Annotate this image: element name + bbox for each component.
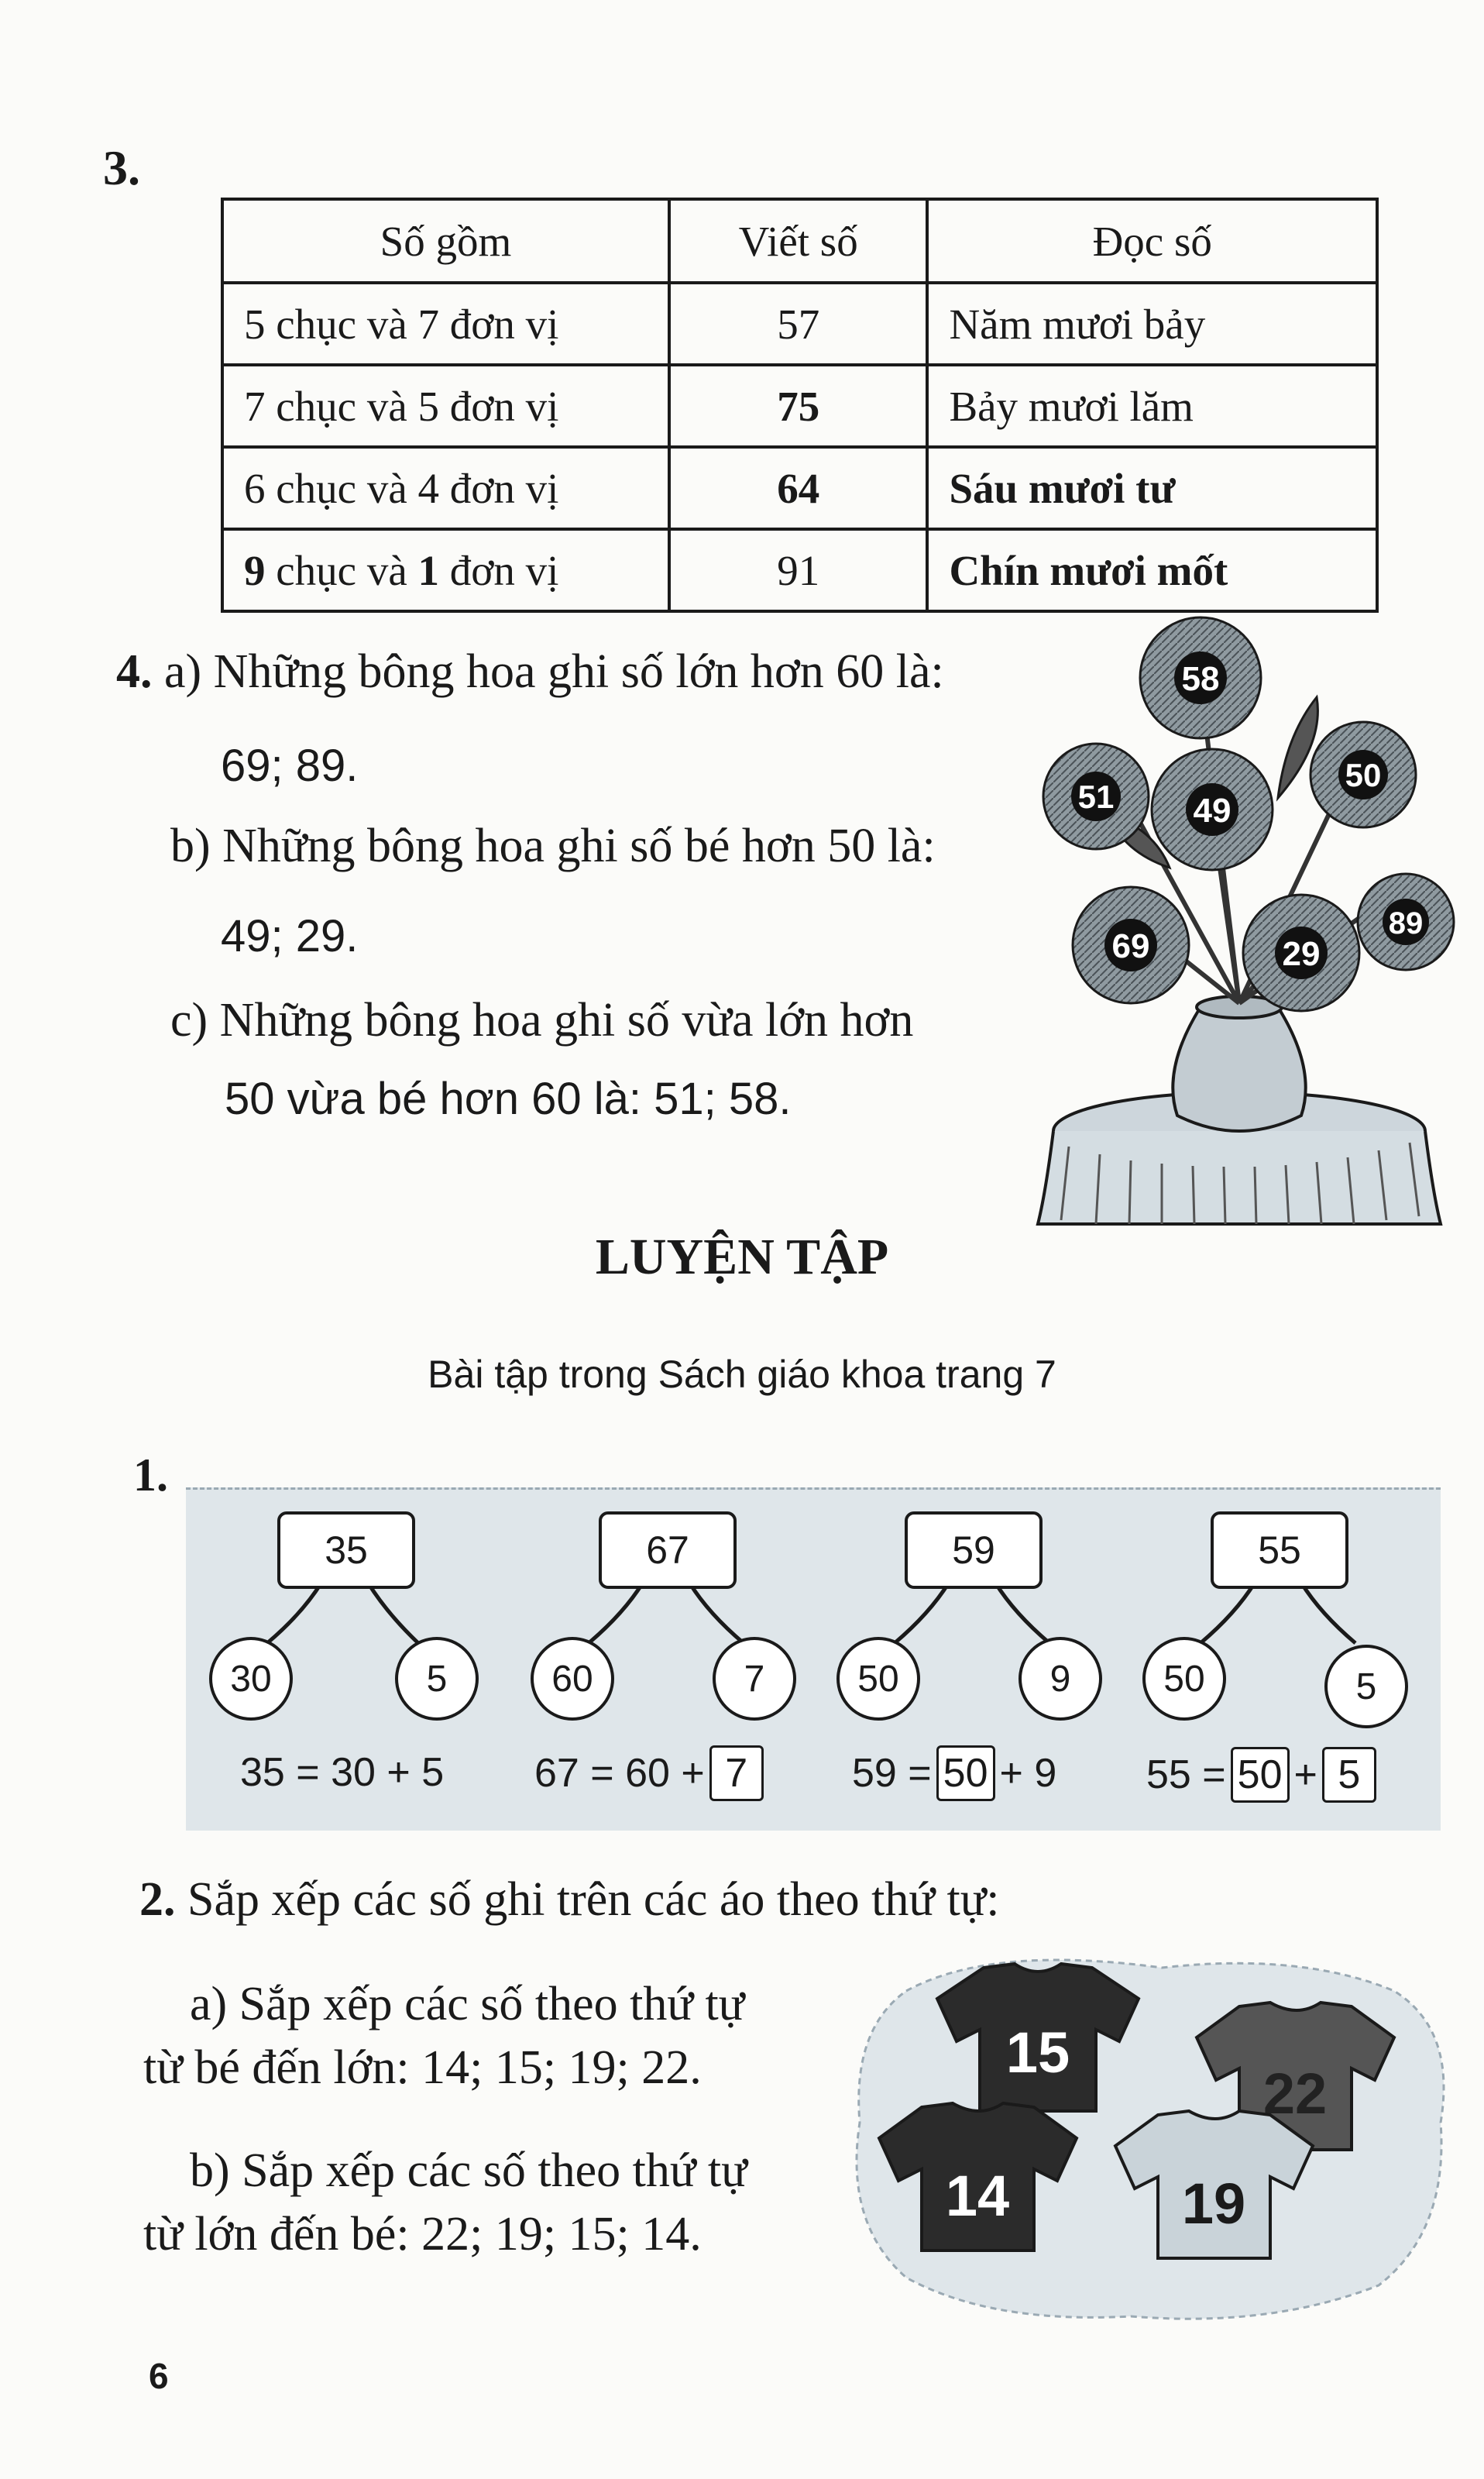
cell-composition: 6 chục và 4 đơn vị	[222, 447, 669, 529]
exercise-2-number: 2.	[139, 1873, 176, 1926]
answer-box: 5	[1322, 1747, 1376, 1803]
number-table	[221, 198, 1379, 613]
table-row	[222, 283, 1377, 365]
cell-written: 64	[669, 447, 927, 529]
answer-box: 50	[1231, 1747, 1290, 1803]
equation	[1146, 1747, 1381, 1803]
flower-58-label: 58	[1181, 660, 1220, 698]
vase	[1173, 1007, 1305, 1131]
units-circle: 5	[1324, 1645, 1408, 1728]
header-written: Viết số	[669, 199, 927, 283]
equation-left: 67 = 60 +	[534, 1751, 705, 1796]
header-composition: Số gồm	[222, 199, 669, 283]
flower-58	[1140, 617, 1261, 738]
shirt-15-number: 15	[1005, 2020, 1070, 2085]
cell-reading: Bảy mươi lăm	[927, 365, 1377, 447]
units-circle: 9	[1019, 1637, 1102, 1721]
exercise-4a-answer: 69; 89.	[221, 741, 359, 791]
cell-reading: Chín mươi mốt	[927, 529, 1377, 611]
flower-89-label: 89	[1388, 906, 1424, 940]
units-circle: 7	[713, 1637, 796, 1721]
equation: 35 = 30 + 5	[240, 1750, 445, 1795]
cell-reading: Năm mươi bảy	[927, 283, 1377, 365]
flower-50	[1311, 722, 1416, 827]
tens-circle: 30	[209, 1637, 293, 1721]
exercise-2a-line-1: a) Sắp xếp các số theo thứ tự	[190, 1978, 745, 2030]
units-digit: 1	[417, 546, 439, 594]
cell-written: 75	[669, 365, 927, 447]
total-box: 59	[905, 1511, 1043, 1589]
flower-vase-illustration	[1022, 604, 1456, 1247]
exercise-4-number: 4.	[116, 645, 153, 698]
equation-left: 59 =	[852, 1751, 932, 1796]
shirts-illustration	[836, 1937, 1456, 2332]
exercise-4-line-a	[116, 643, 944, 700]
practice-subtitle: Bài tập trong Sách giáo khoa trang 7	[428, 1353, 1056, 1396]
cell-reading: Sáu mươi tư	[927, 447, 1377, 529]
flower-89	[1358, 874, 1454, 970]
shirt-22-number: 22	[1262, 2061, 1328, 2126]
flower-29-label: 29	[1282, 935, 1321, 973]
cell-composition: 5 chục và 7 đơn vị	[222, 283, 669, 365]
cell-written: 91	[669, 529, 927, 611]
exercise-4c-label: c) Những bông hoa ghi số vừa lớn hơn	[170, 994, 914, 1047]
flower-29	[1243, 895, 1359, 1011]
composition-end: đơn vị	[439, 546, 559, 594]
total-box: 67	[599, 1511, 737, 1589]
answer-box: 50	[936, 1745, 995, 1801]
page-number: 6	[149, 2356, 169, 2396]
table-row	[222, 529, 1377, 611]
flower-69-label: 69	[1111, 927, 1150, 965]
flower-49	[1152, 749, 1273, 870]
flower-50-label: 50	[1345, 757, 1382, 793]
total-box: 55	[1211, 1511, 1348, 1589]
exercise-2-line	[139, 1871, 1000, 1928]
practice-title: LUYỆN TẬP	[595, 1229, 889, 1285]
table-row	[222, 447, 1377, 529]
equation-left: 55 =	[1146, 1752, 1226, 1797]
decomposition-panel	[186, 1487, 1441, 1831]
tens-circle: 60	[531, 1637, 614, 1721]
shirt-19-number: 19	[1181, 2171, 1246, 2236]
composition-mid: chục và	[265, 546, 418, 594]
exercise-2a-line-2: từ bé đến lớn: 14; 15; 19; 22.	[143, 2041, 702, 2094]
cell-composition: 7 chục và 5 đơn vị	[222, 365, 669, 447]
units-circle: 5	[395, 1637, 479, 1721]
tens-digit: 9	[244, 546, 266, 594]
equation	[852, 1745, 1056, 1801]
total-box: 35	[277, 1511, 415, 1589]
flower-69	[1073, 887, 1189, 1003]
exercise-4a-label: a) Những bông hoa ghi số lớn hơn 60 là:	[164, 645, 944, 698]
tens-circle: 50	[1142, 1637, 1226, 1721]
answer-box: 7	[709, 1745, 764, 1801]
exercise-2b-line-2: từ lớn đến bé: 22; 19; 15; 14.	[143, 2208, 702, 2261]
exercise-4c-label-2: 50 vừa bé hơn 60 là: 51; 58.	[225, 1074, 792, 1124]
equation-mid: +	[1293, 1752, 1317, 1797]
shirt-14-number: 14	[945, 2164, 1010, 2228]
flower-51	[1043, 744, 1149, 849]
table-row	[222, 365, 1377, 447]
equation	[534, 1745, 768, 1801]
cell-composition	[222, 529, 669, 611]
flower-51-label: 51	[1077, 779, 1115, 815]
equation-right: + 9	[999, 1751, 1057, 1796]
exercise-4b-answer: 49; 29.	[221, 911, 359, 961]
tens-circle: 50	[836, 1637, 920, 1721]
exercise-4b-label: b) Những bông hoa ghi số bé hơn 50 là:	[170, 820, 936, 872]
header-reading: Đọc số	[927, 199, 1377, 283]
exercise-2-title: Sắp xếp các số ghi trên các áo theo thứ tự:	[187, 1873, 1000, 1926]
cell-written: 57	[669, 283, 927, 365]
table-header-row	[222, 199, 1377, 283]
flower-49-label: 49	[1193, 792, 1232, 830]
exercise-1-number: 1.	[133, 1449, 168, 1501]
exercise-2b-line-1: b) Sắp xếp các số theo thứ tự	[190, 2144, 747, 2197]
exercise-3-number: 3.	[103, 140, 140, 195]
